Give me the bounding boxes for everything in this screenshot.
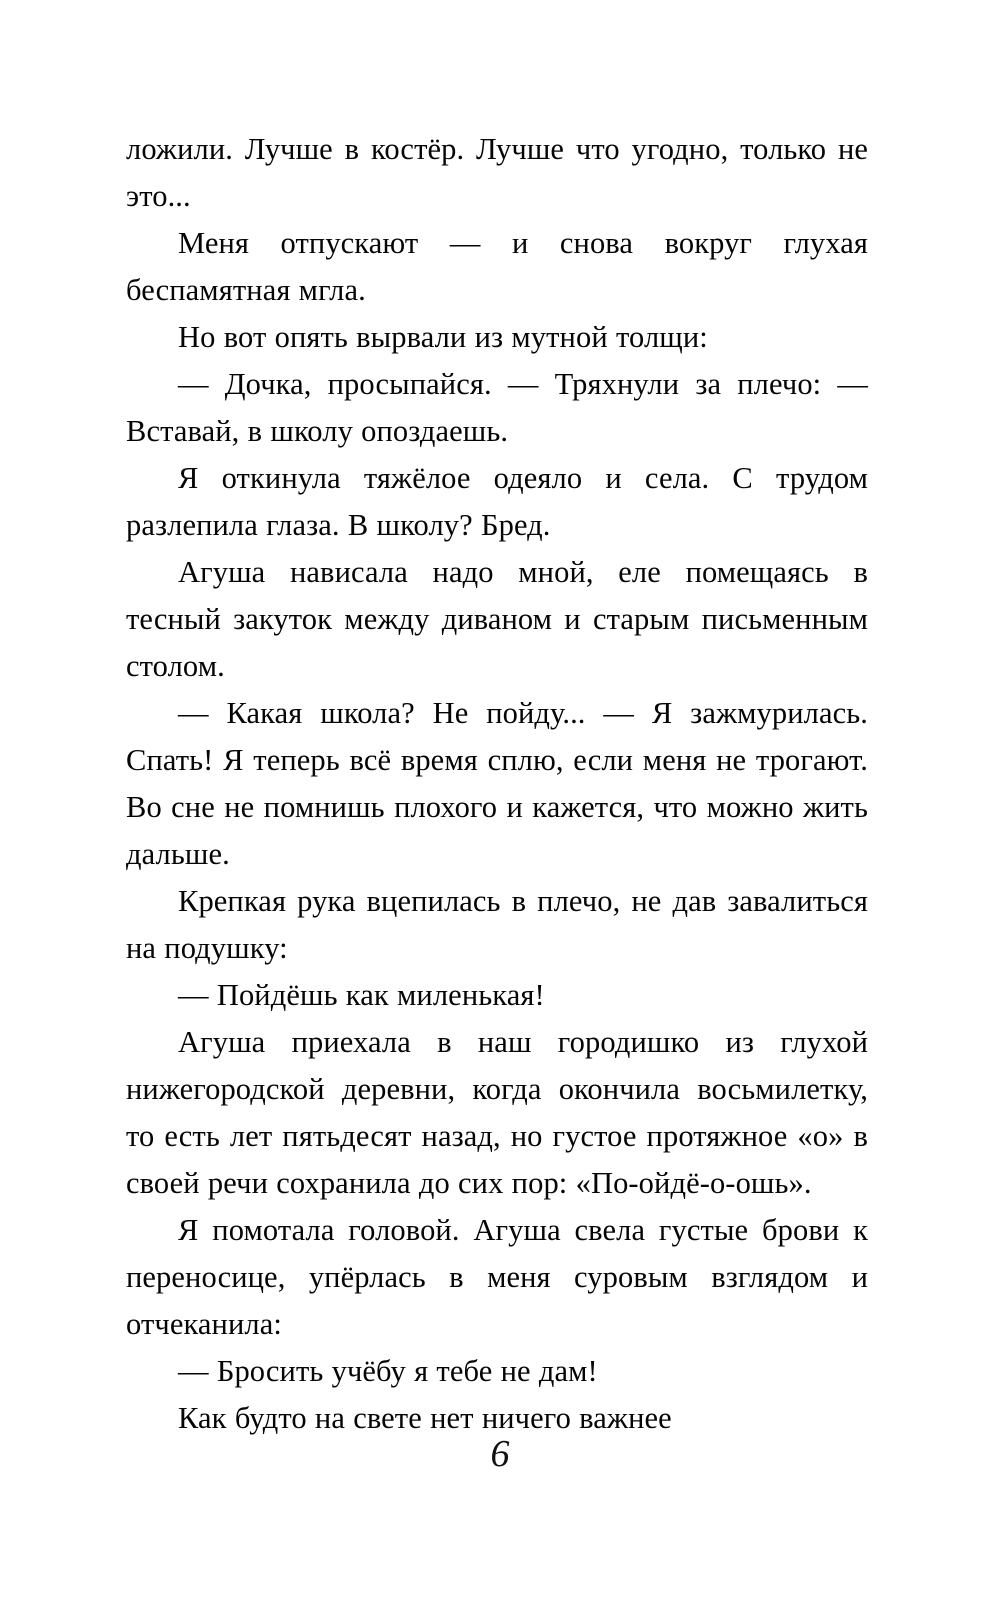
paragraph: Меня отпускают — и снова вокруг глухая беспамятная мгла.	[126, 226, 868, 307]
paragraph: Агуша приехала в наш городишко из глухой нижегородской деревни, когда окончила восьмилетку, то есть лет пятьдесят назад, но густое протяжное «о» в своей речи сохранила до сих пор: «По-ойдё-о-ошь».	[126, 1025, 868, 1200]
paragraph: — Какая школа? Не пойду... — Я зажмурилась. Спать! Я теперь всё время сплю, если меня не трогают. Во сне не помнишь плохого и кажется, что можно жить дальше.	[126, 696, 868, 871]
page-text-body	[126, 126, 868, 1442]
paragraph: Как будто на свете нет ничего важнее	[178, 1401, 672, 1435]
paragraph: — Пойдёшь как миленькая!	[178, 978, 545, 1012]
paragraph: Я откинула тяжёлое одеяло и села. С трудом разлепила глаза. В школу? Бред.	[126, 461, 868, 542]
paragraph: Агуша нависала надо мной, еле помещаясь в тесный закуток между диваном и старым письменным столом.	[126, 555, 868, 683]
paragraph: Крепкая рука вцепилась в плечо, не дав завалиться на подушку:	[126, 884, 868, 965]
paragraph: Я помотала головой. Агуша свела густые брови к переносице, упёрлась в меня суровым взглядом и отчеканила:	[126, 1213, 868, 1341]
paragraph: Но вот опять вырвали из мутной толщи:	[178, 320, 708, 354]
paragraph: — Бросить учёбу я тебе не дам!	[178, 1354, 598, 1388]
page-number: 6	[490, 1433, 510, 1475]
paragraph: — Дочка, просыпайся. — Тряхнули за плечо: — Вставай, в школу опоздаешь.	[126, 367, 868, 448]
paragraph: ложили. Лучше в костёр. Лучше что угодно, только не это...	[126, 132, 868, 213]
